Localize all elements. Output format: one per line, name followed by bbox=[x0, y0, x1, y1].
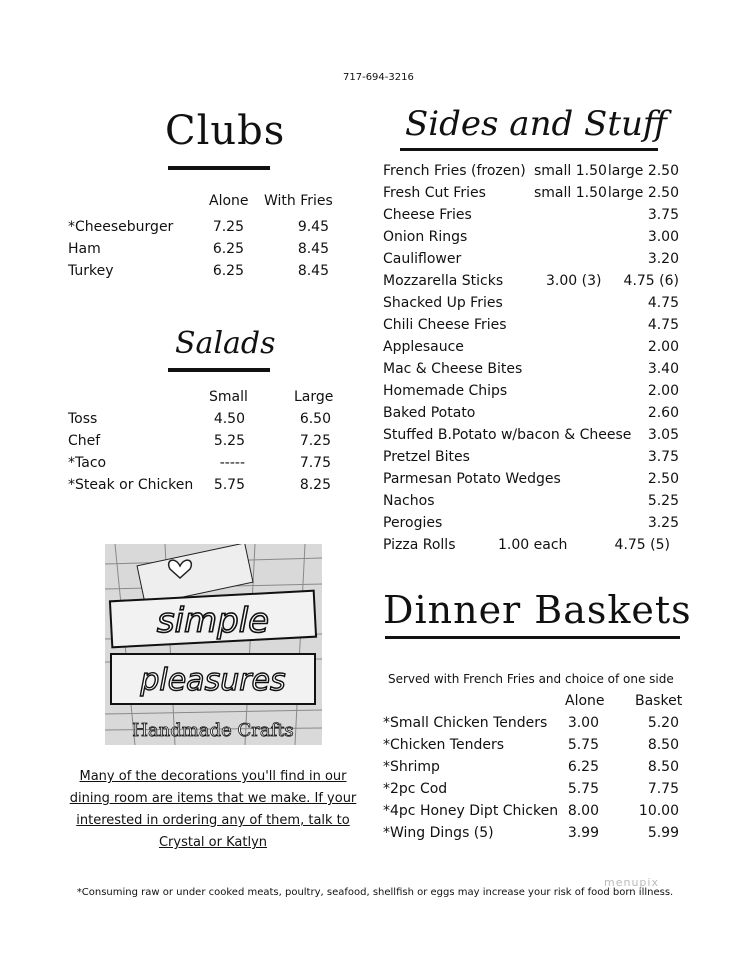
salads-item-name: Chef bbox=[68, 433, 101, 449]
dinner-item-price-b: 5.20 bbox=[647, 715, 679, 731]
dinner-baskets-heading: Dinner Baskets bbox=[383, 588, 692, 632]
sides-item-name: Pretzel Bites bbox=[383, 449, 470, 465]
salads-item-price-b: 8.25 bbox=[299, 477, 331, 493]
clubs-item-name: *Cheeseburger bbox=[68, 219, 174, 235]
dinner-item-price-a: 3.00 bbox=[567, 715, 599, 731]
sides-item-name: Mac & Cheese Bites bbox=[383, 361, 523, 377]
clubs-item-price-a: 6.25 bbox=[212, 263, 244, 279]
salads-item-price-a: 5.25 bbox=[213, 433, 245, 449]
sides-item-price: 3.75 bbox=[647, 449, 679, 465]
sides-item-name: Cauliflower bbox=[383, 251, 462, 267]
clubs-col-with-fries: With Fries bbox=[264, 193, 333, 209]
salads-col-small: Small bbox=[209, 389, 248, 405]
salads-item-price-b: 6.50 bbox=[299, 411, 331, 427]
clubs-divider bbox=[168, 166, 270, 170]
sides-item-price: 4.75 bbox=[647, 317, 679, 333]
dinner-item-price-a: 6.25 bbox=[567, 759, 599, 775]
salads-item-price-a: 4.50 bbox=[213, 411, 245, 427]
sides-item-price: 5.25 bbox=[647, 493, 679, 509]
logo-word-pleasures: pleasures bbox=[140, 663, 286, 698]
sides-item-name: Homemade Chips bbox=[383, 383, 508, 399]
sides-item-price: 2.00 bbox=[647, 339, 679, 355]
sides-item-price: 2.00 bbox=[647, 383, 679, 399]
dinner-item-name: *4pc Honey Dipt Chicken bbox=[383, 803, 559, 819]
dinner-item-name: *Chicken Tenders bbox=[383, 737, 504, 753]
dinner-item-name: *Shrimp bbox=[383, 759, 440, 775]
logo-artwork bbox=[105, 544, 322, 745]
clubs-heading: Clubs bbox=[165, 108, 286, 154]
salads-item-price-b: 7.75 bbox=[299, 455, 331, 471]
sides-item-portion: small 1.50 bbox=[534, 185, 607, 201]
dinner-col-alone: Alone bbox=[565, 693, 605, 709]
sides-item-price: 4.75 (6) bbox=[623, 273, 679, 289]
clubs-col-alone: Alone bbox=[209, 193, 249, 209]
clubs-item-name: Ham bbox=[68, 241, 101, 257]
salads-item-name: Toss bbox=[68, 411, 98, 427]
dinner-item-price-a: 8.00 bbox=[567, 803, 599, 819]
dinner-col-basket: Basket bbox=[635, 693, 683, 709]
phone-number: 717-694-3216 bbox=[343, 72, 414, 83]
sides-item-price: 3.20 bbox=[647, 251, 679, 267]
dinner-item-price-b: 8.50 bbox=[647, 737, 679, 753]
dinner-item-name: *2pc Cod bbox=[383, 781, 448, 797]
salads-divider bbox=[168, 368, 270, 372]
sides-item-name: Onion Rings bbox=[383, 229, 468, 245]
clubs-item-price-b: 8.45 bbox=[297, 241, 329, 257]
dinner-item-price-a: 5.75 bbox=[567, 781, 599, 797]
salads-item-name: *Taco bbox=[68, 455, 107, 471]
dinner-item-name: *Small Chicken Tenders bbox=[383, 715, 548, 731]
salads-item-price-b: 7.25 bbox=[299, 433, 331, 449]
clubs-item-price-a: 6.25 bbox=[212, 241, 244, 257]
sides-item-name: French Fries (frozen) bbox=[383, 163, 526, 179]
sides-item-price: 4.75 bbox=[647, 295, 679, 311]
sides-item-name: Chili Cheese Fries bbox=[383, 317, 507, 333]
sides-item-name: Stuffed B.Potato w/bacon & Cheese bbox=[383, 427, 632, 443]
logo-word-simple: simple bbox=[156, 601, 270, 641]
clubs-item-price-b: 9.45 bbox=[297, 219, 329, 235]
sides-item-price: 3.05 bbox=[647, 427, 679, 443]
logo-tagline: Handmade Crafts bbox=[132, 720, 294, 741]
sides-item-name: Cheese Fries bbox=[383, 207, 472, 223]
sides-divider bbox=[400, 148, 658, 151]
dinner-item-price-b: 10.00 bbox=[638, 803, 679, 819]
sides-item-price: 3.75 bbox=[647, 207, 679, 223]
sides-item-name: Nachos bbox=[383, 493, 435, 509]
dinner-divider bbox=[385, 636, 680, 639]
sides-item-price: 2.50 bbox=[647, 471, 679, 487]
salads-item-price-a: ----- bbox=[219, 455, 245, 471]
dinner-item-price-a: 5.75 bbox=[567, 737, 599, 753]
dinner-served-note: Served with French Fries and choice of one side bbox=[388, 672, 674, 686]
dinner-item-price-b: 7.75 bbox=[647, 781, 679, 797]
salads-item-name: *Steak or Chicken bbox=[68, 477, 194, 493]
sides-item-price: 4.75 (5) bbox=[614, 537, 670, 553]
clubs-item-name: Turkey bbox=[68, 263, 114, 279]
sides-item-name: Shacked Up Fries bbox=[383, 295, 503, 311]
sides-item-name: Mozzarella Sticks bbox=[383, 273, 504, 289]
food-safety-disclaimer: *Consuming raw or under cooked meats, poultry, seafood, shellfish or eggs may increase your risk of food born illness. bbox=[76, 887, 674, 898]
sides-item-portion: 3.00 (3) bbox=[546, 273, 602, 289]
sides-item-price: large 2.50 bbox=[607, 185, 679, 201]
clubs-item-price-a: 7.25 bbox=[212, 219, 244, 235]
sides-item-price: 3.25 bbox=[647, 515, 679, 531]
salads-col-large: Large bbox=[294, 389, 334, 405]
sides-item-name: Applesauce bbox=[383, 339, 464, 355]
sides-item-name: Perogies bbox=[383, 515, 443, 531]
sides-item-price: 3.40 bbox=[647, 361, 679, 377]
salads-item-price-a: 5.75 bbox=[213, 477, 245, 493]
sides-item-name: Parmesan Potato Wedges bbox=[383, 471, 561, 487]
sides-item-portion: small 1.50 bbox=[534, 163, 607, 179]
sides-item-name: Fresh Cut Fries bbox=[383, 185, 486, 201]
sides-item-name: Baked Potato bbox=[383, 405, 476, 421]
salads-heading: Salads bbox=[175, 326, 276, 361]
sides-item-price: large 2.50 bbox=[607, 163, 679, 179]
dinner-item-price-a: 3.99 bbox=[567, 825, 599, 841]
sides-item-name: Pizza Rolls bbox=[383, 537, 456, 553]
watermark: menupix bbox=[604, 876, 659, 889]
crafts-note: Many of the decorations you'll find in our dining room are items that we make. If your interested in ordering any of them, talk to Crystal or Katlyn bbox=[69, 769, 357, 850]
simple-pleasures-logo bbox=[105, 544, 322, 745]
dinner-item-price-b: 5.99 bbox=[647, 825, 679, 841]
sides-item-price: 2.60 bbox=[647, 405, 679, 421]
dinner-item-price-b: 8.50 bbox=[647, 759, 679, 775]
clubs-item-price-b: 8.45 bbox=[297, 263, 329, 279]
dinner-item-name: *Wing Dings (5) bbox=[383, 825, 494, 841]
sides-item-price: 3.00 bbox=[647, 229, 679, 245]
sides-heading: Sides and Stuff bbox=[405, 104, 667, 144]
sides-item-portion: 1.00 each bbox=[498, 537, 568, 553]
